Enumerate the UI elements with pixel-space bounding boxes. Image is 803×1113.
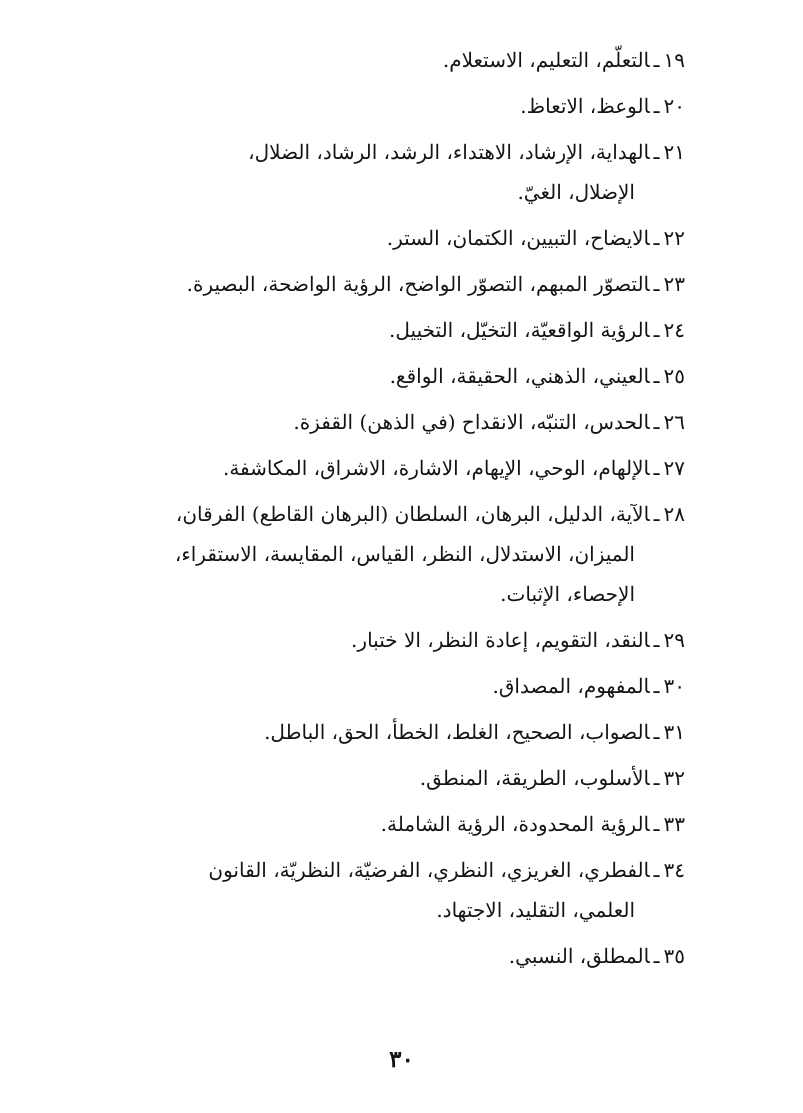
entry-number: ٣١ — [663, 720, 685, 744]
entry-text: الايضاح، التبيين، الكتمان، الستر. — [386, 226, 650, 250]
term-list — [13, 40, 685, 982]
entry-line — [13, 620, 685, 660]
list-item — [13, 218, 685, 258]
entry-text: الحدس، التنبّه، الانقداح (في الذهن) القفزة. — [293, 410, 650, 434]
list-item — [13, 40, 685, 80]
entry-text: الوعظ، الاتعاظ. — [520, 94, 650, 118]
entry-text: الآية، الدليل، البرهان، السلطان (البرهان القاطع) الفرقان، — [175, 502, 650, 526]
entry-line — [13, 402, 685, 442]
entry-text: التعلّم، التعليم، الاستعلام. — [442, 48, 650, 72]
list-item — [13, 850, 685, 930]
entry-line — [13, 666, 685, 706]
list-item — [13, 310, 685, 350]
entry-line — [13, 804, 685, 844]
list-item — [13, 448, 685, 488]
entry-text: الإلهام، الوحي، الإيهام، الاشارة، الاشراق، المكاشفة. — [222, 456, 650, 480]
entry-line — [13, 356, 685, 396]
entry-dash: ـ — [653, 812, 660, 836]
list-item — [13, 620, 685, 660]
list-item — [13, 494, 685, 614]
list-item — [13, 804, 685, 844]
entry-text: النقد، التقويم، إعادة النظر، الا ختبار. — [351, 628, 650, 652]
list-item — [13, 356, 685, 396]
entry-number: ٢٤ — [663, 318, 685, 342]
entry-line — [13, 936, 685, 976]
entry-dash: ـ — [653, 720, 660, 744]
entry-number: ١٩ — [663, 48, 685, 72]
entry-dash: ـ — [653, 858, 660, 882]
entry-number: ٣٣ — [663, 812, 685, 836]
entry-number: ٣٥ — [663, 944, 685, 968]
entry-dash: ـ — [653, 318, 660, 342]
entry-line — [13, 86, 685, 126]
entry-text: الصواب، الصحيح، الغلط، الخطأ، الحق، الباطل. — [264, 720, 650, 744]
list-item — [13, 712, 685, 752]
entry-line — [13, 264, 685, 304]
entry-dash: ـ — [653, 766, 660, 790]
entry-line — [13, 758, 685, 798]
entry-text: الهداية، الإرشاد، الاهتداء، الرشد، الرشاد، الضلال، — [248, 140, 650, 164]
entry-number: ٢٣ — [663, 272, 685, 296]
entry-text: الأسلوب، الطريقة، المنطق. — [419, 766, 650, 790]
list-item — [13, 936, 685, 976]
list-item — [13, 86, 685, 126]
entry-number: ٢٩ — [663, 628, 685, 652]
entry-dash: ـ — [653, 364, 660, 388]
entry-dash: ـ — [653, 226, 660, 250]
entry-dash: ـ — [653, 410, 660, 434]
entry-text: الرؤية المحدودة، الرؤية الشاملة. — [380, 812, 650, 836]
entry-dash: ـ — [653, 48, 660, 72]
entry-dash: ـ — [653, 628, 660, 652]
entry-number: ٣٢ — [663, 766, 685, 790]
entry-number: ٢٠ — [663, 94, 685, 118]
list-item — [13, 758, 685, 798]
entry-number: ٢٥ — [663, 364, 685, 388]
entry-dash: ـ — [653, 94, 660, 118]
page-number: ٣٠ — [389, 1046, 414, 1073]
entry-dash: ـ — [653, 502, 660, 526]
entry-number: ٣٠ — [663, 674, 685, 698]
entry-continuation: الميزان، الاستدلال، النظر، القياس، المقايسة، الاستقراء، — [174, 542, 635, 566]
entry-line — [13, 40, 685, 80]
entry-text: العيني، الذهني، الحقيقة، الواقع. — [389, 364, 650, 388]
entry-text: الرؤية الواقعيّة، التخيّل، التخييل. — [389, 318, 650, 342]
entry-number: ٢١ — [663, 140, 685, 164]
entry-dash: ـ — [653, 674, 660, 698]
entry-continuation: العلمي، التقليد، الاجتهاد. — [436, 898, 635, 922]
entry-number: ٢٨ — [663, 502, 685, 526]
entry-dash: ـ — [653, 456, 660, 480]
entry-continuation: الإحصاء، الإثبات. — [500, 582, 635, 606]
entry-number: ٢٧ — [663, 456, 685, 480]
entry-line — [13, 712, 685, 752]
entry-number: ٢٦ — [663, 410, 685, 434]
entry-line — [13, 850, 685, 890]
entry-text: المطلق، النسبي. — [508, 944, 650, 968]
entry-dash: ـ — [653, 944, 660, 968]
list-item — [13, 402, 685, 442]
list-item — [13, 132, 685, 212]
entry-text: التصوّر المبهم، التصوّر الواضح، الرؤية الواضحة، البصيرة. — [186, 272, 650, 296]
entry-dash: ـ — [653, 140, 660, 164]
entry-line — [13, 132, 685, 172]
entry-line — [13, 310, 685, 350]
entry-text: المفهوم، المصداق. — [492, 674, 650, 698]
list-item — [13, 666, 685, 706]
entry-text: الفطري، الغريزي، النظري، الفرضيّة، النظريّة، القانون — [208, 858, 650, 882]
entry-dash: ـ — [653, 272, 660, 296]
entry-number: ٢٢ — [663, 226, 685, 250]
entry-line — [13, 218, 685, 258]
entry-number: ٣٤ — [663, 858, 685, 882]
entry-line — [13, 448, 685, 488]
list-item — [13, 264, 685, 304]
entry-continuation: الإضلال، الغيّ. — [517, 180, 635, 204]
entry-line — [13, 494, 685, 534]
